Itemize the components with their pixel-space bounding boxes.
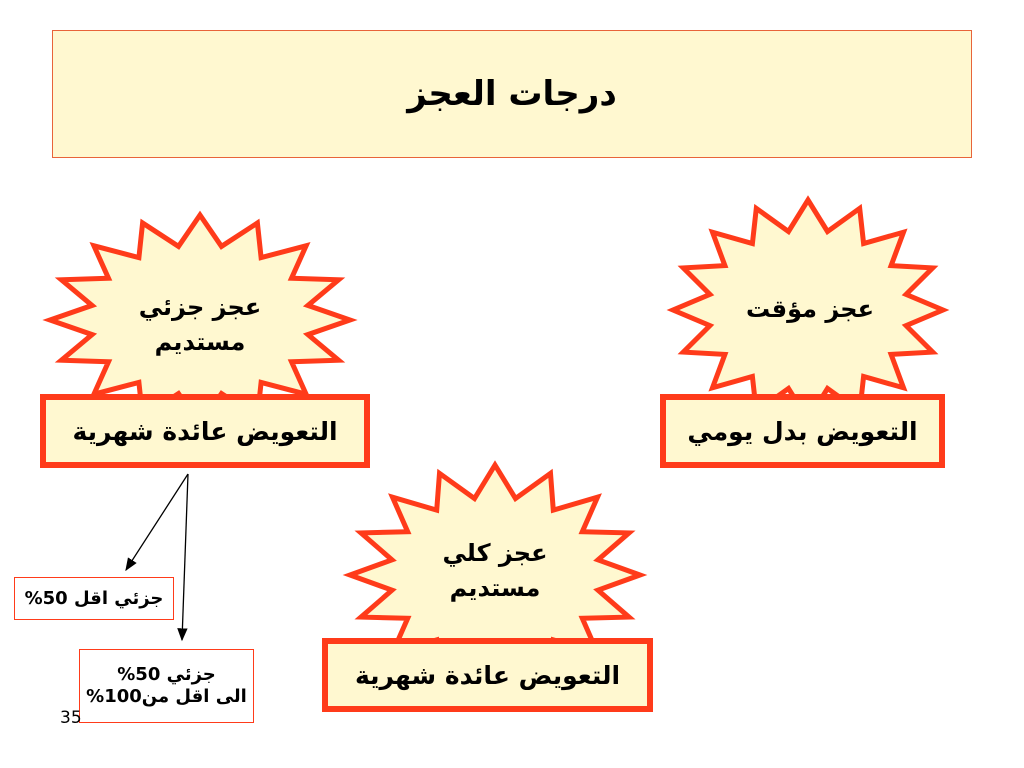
partial-under-50-box: [14, 577, 174, 620]
compensation-monthly-partial-text: التعويض عائدة شهرية: [72, 416, 338, 446]
total-disability-line1: عجز كلي: [442, 539, 548, 567]
partial-50-to-100-line1: جزئي 50%: [117, 664, 216, 686]
partial-50-to-100-line2: الى اقل من100%: [86, 686, 247, 707]
compensation-daily-text: التعويض بدل يومي: [687, 416, 918, 446]
arrow-to-50-100: [182, 474, 188, 640]
slide-title: درجات العجز: [407, 74, 617, 114]
compensation-monthly-total-text: التعويض عائدة شهرية: [354, 660, 621, 690]
compensation-monthly-partial-box: [40, 394, 370, 468]
compensation-daily-box: [660, 394, 945, 468]
page-number: 35: [60, 708, 82, 728]
label-partial-permanent-disability: [95, 290, 305, 360]
compensation-monthly-total-box: [322, 638, 653, 712]
arrow-to-under50: [126, 474, 188, 570]
temporary-disability-text: عجز مؤقت: [745, 295, 874, 323]
partial-disability-line1: عجز جزئي: [138, 293, 262, 321]
total-disability-line2: مستديم: [449, 573, 541, 602]
partial-50-to-100-box: [79, 649, 254, 723]
partial-under-50-text: جزئي اقل 50%: [24, 587, 164, 609]
label-total-permanent-disability: [390, 536, 600, 606]
label-temporary-disability: [705, 292, 915, 327]
partial-disability-line2: مستديم: [154, 327, 246, 356]
